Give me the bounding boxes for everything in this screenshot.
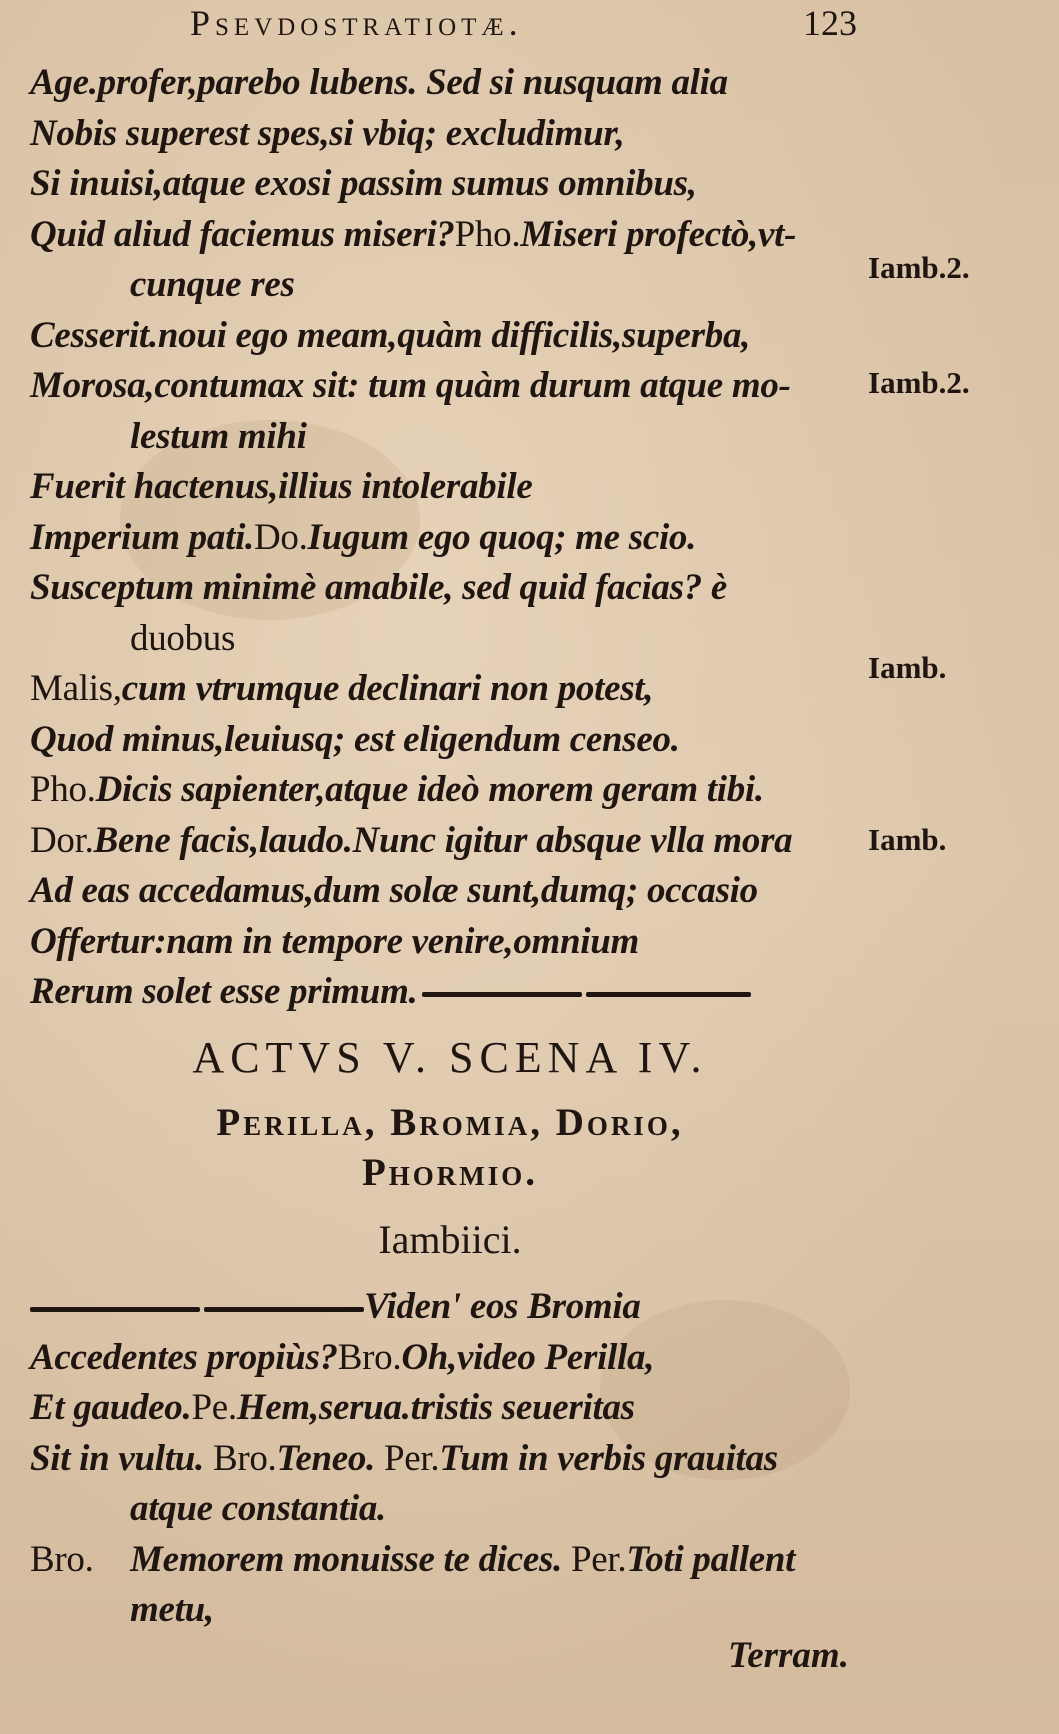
verse-line: Offertur:nam in tempore venire,omnium	[30, 920, 640, 962]
verse-line-continuation: cunque res	[130, 264, 295, 305]
lead-rule	[30, 1307, 200, 1312]
verse-line: Et gaudeo.Pe.Hem,serua.tristis seueritas	[30, 1387, 635, 1428]
verse-line: Dor.Bene facis,laudo.Nunc igitur absque vlla mora	[30, 819, 793, 861]
verse-line: Susceptum minimè amabile, sed quid facias? è	[30, 567, 727, 608]
verse-line: Rerum solet esse primum.	[30, 967, 860, 1018]
verse-line-continuation: metu,	[130, 1589, 214, 1630]
page-header	[0, 0, 1059, 50]
speaker-label: Pe.	[191, 1387, 237, 1428]
end-rule	[586, 992, 751, 997]
verse-line-continuation: atque constantia.	[130, 1488, 386, 1529]
verse-line: Malis,cum vtrumque declinari non potest,	[30, 668, 654, 709]
margin-note: Iamb.	[868, 822, 947, 857]
meter-label: Iambiici.	[378, 1217, 522, 1262]
verse-line: Viden' eos Bromia	[30, 1282, 870, 1333]
verse-block	[30, 1282, 870, 1636]
verse-line: Age.profer,parebo lubens. Sed si nusquam alia	[30, 62, 728, 103]
verse-line: Ad eas accedamus,dum solæ sunt,dumq; occasio	[30, 870, 758, 911]
scene-heading: ACTVS V. SCENA IV.	[192, 1033, 708, 1082]
end-rule	[422, 992, 582, 997]
verse-line: Morosa,contumax sit: tum quàm durum atque mo-	[30, 365, 791, 406]
margin-note: Iamb.2.	[868, 250, 970, 285]
speaker-label: Per.	[384, 1437, 440, 1479]
verse-line: Pho.Dicis sapienter,atque ideò morem geram tibi.	[30, 769, 764, 810]
verse-line-continuation: lestum mihi	[130, 415, 307, 457]
verse-line: Sit in vultu. Bro.Teneo. Per.Tum in verbis grauitas	[30, 1437, 778, 1479]
verse-line: Accedentes propiùs?Bro.Oh,video Perilla,	[30, 1336, 655, 1378]
page-number: 123	[803, 3, 857, 43]
speaker-label: Pho.	[454, 213, 521, 255]
margin-note: Iamb.	[868, 650, 947, 685]
speaker-label: Do.	[254, 516, 308, 558]
speaker-label: Bro.	[337, 1336, 402, 1378]
verse-line: Nobis superest spes,si vbiq; excludimur,	[30, 112, 625, 154]
lead-rule	[204, 1307, 364, 1312]
speaker-label: Per.	[571, 1538, 627, 1580]
verse-line: Cesserit.noui ego meam,quàm difficilis,superba,	[30, 314, 751, 356]
verse-line: Quid aliud faciemus miseri?Pho.Miseri profectò,vt-	[30, 213, 797, 255]
verse-line: Bro. Memorem monuisse te dices. Per.Toti pallent	[30, 1535, 870, 1586]
verse-line-continuation: duobus	[130, 617, 236, 659]
margin-note: Iamb.2.	[868, 365, 970, 400]
dramatis-personae: Perilla, Bromia, Dorio,	[216, 1101, 684, 1144]
dramatis-personae: Phormio.	[361, 1151, 539, 1194]
verse-block	[30, 58, 860, 1018]
speaker-label: Pho.	[30, 769, 96, 810]
running-head: Psevdostratiotæ.	[190, 3, 523, 43]
speaker-label: Bro.	[212, 1437, 277, 1479]
speaker-label: Bro.	[30, 1538, 94, 1580]
verse-line: Imperium pati.Do.Iugum ego quoq; me scio.	[30, 516, 697, 558]
catchword: Terram.	[728, 1635, 849, 1676]
verse-line: Quod minus,leuiusq; est eligendum censeo.	[30, 718, 680, 760]
verse-line: Si inuisi,atque exosi passim sumus omnibus,	[30, 163, 697, 204]
verse-line: Fuerit hactenus,illius intolerabile	[30, 466, 533, 507]
speaker-label: Dor.	[30, 819, 94, 861]
